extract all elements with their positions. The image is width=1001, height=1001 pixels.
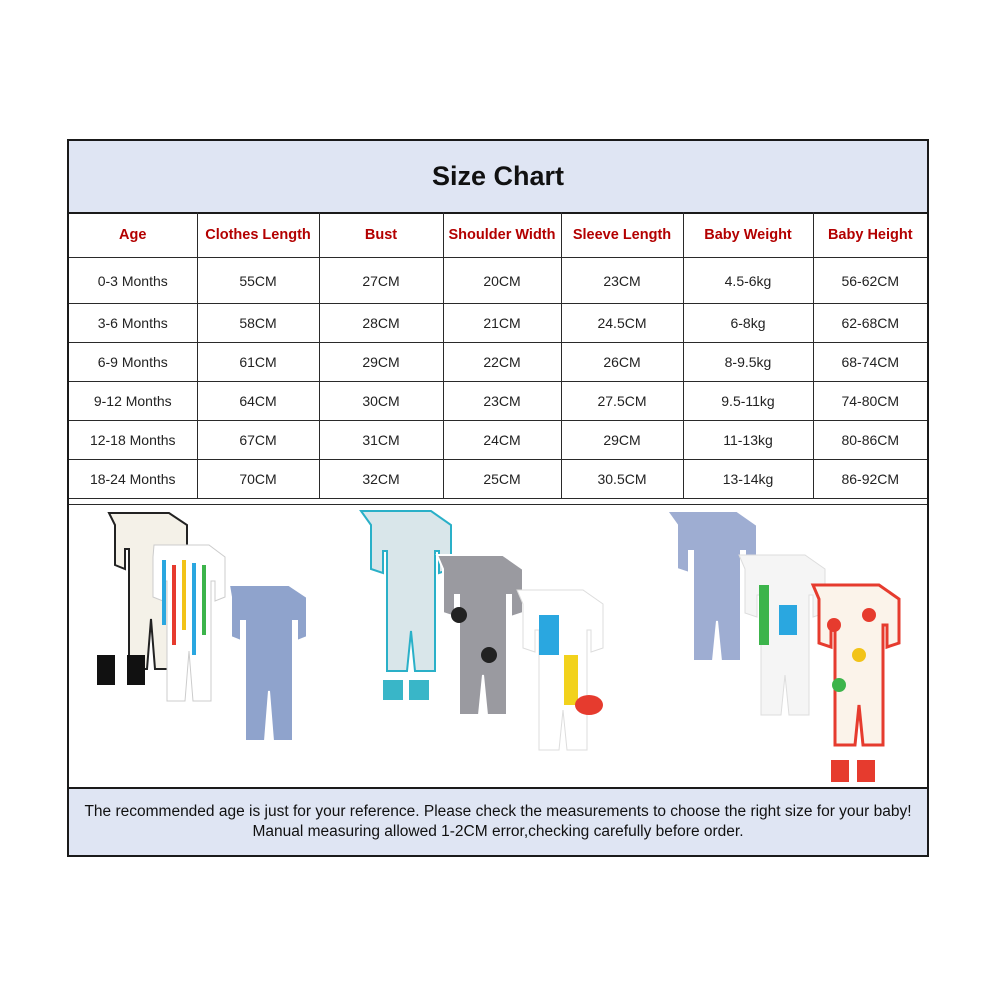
table-cell: 11-13kg: [683, 421, 813, 460]
table-cell: 32CM: [319, 460, 443, 499]
table-row: [69, 258, 927, 304]
header-sleeve-length: Sleeve Length: [561, 212, 683, 258]
sizing-note: [69, 789, 927, 855]
table-cell: 58CM: [197, 304, 319, 343]
table-row: [69, 343, 927, 382]
table-cell: 74-80CM: [813, 382, 927, 421]
sizing-note-line-2: Manual measuring allowed 1-2CM error,checking carefully before order.: [252, 823, 744, 840]
table-cell: 6-9 Months: [69, 343, 197, 382]
baby-romper-set-photo-icon: [69, 505, 927, 788]
table-cell: 64CM: [197, 382, 319, 421]
table-cell: 24CM: [443, 421, 561, 460]
header-bust: Bust: [319, 212, 443, 258]
header-shoulder-width: Shoulder Width: [443, 212, 561, 258]
header-baby-height: Baby Height: [813, 212, 927, 258]
table-cell: 68-74CM: [813, 343, 927, 382]
table-cell: 70CM: [197, 460, 319, 499]
table-cell: 56-62CM: [813, 258, 927, 304]
table-cell: 12-18 Months: [69, 421, 197, 460]
romper-product-photo: [69, 504, 927, 789]
table-cell: 55CM: [197, 258, 319, 304]
table-cell: 27CM: [319, 258, 443, 304]
table-cell: 3-6 Months: [69, 304, 197, 343]
header-clothes-length: Clothes Length: [197, 212, 319, 258]
table-cell: 61CM: [197, 343, 319, 382]
table-cell: 6-8kg: [683, 304, 813, 343]
header-baby-weight: Baby Weight: [683, 212, 813, 258]
table-cell: 20CM: [443, 258, 561, 304]
header-age: Age: [69, 212, 197, 258]
table-cell: 24.5CM: [561, 304, 683, 343]
table-row: [69, 460, 927, 499]
table-cell: 67CM: [197, 421, 319, 460]
table-cell: 23CM: [443, 382, 561, 421]
table-cell: 26CM: [561, 343, 683, 382]
romper-group-3: [667, 511, 899, 782]
table-cell: 62-68CM: [813, 304, 927, 343]
sizing-note-line-1: The recommended age is just for your reference. Please check the measurements to choose the right size for your baby!: [84, 803, 912, 820]
table-cell: 80-86CM: [813, 421, 927, 460]
table-row: [69, 382, 927, 421]
table-cell: 86-92CM: [813, 460, 927, 499]
table-cell: 9.5-11kg: [683, 382, 813, 421]
table-cell: 4.5-6kg: [683, 258, 813, 304]
table-cell: 22CM: [443, 343, 561, 382]
table-cell: 30.5CM: [561, 460, 683, 499]
table-cell: 0-3 Months: [69, 258, 197, 304]
table-cell: 29CM: [561, 421, 683, 460]
table-cell: 9-12 Months: [69, 382, 197, 421]
table-cell: 30CM: [319, 382, 443, 421]
romper-group-2: [361, 511, 603, 750]
table-cell: 8-9.5kg: [683, 343, 813, 382]
table-row: [69, 304, 927, 343]
table-header-row: [69, 212, 927, 258]
romper-group-1: [97, 513, 307, 772]
table-cell: 13-14kg: [683, 460, 813, 499]
table-cell: 28CM: [319, 304, 443, 343]
table-row: [69, 421, 927, 460]
table-cell: 31CM: [319, 421, 443, 460]
table-cell: 29CM: [319, 343, 443, 382]
table-cell: 25CM: [443, 460, 561, 499]
table-cell: 21CM: [443, 304, 561, 343]
table-cell: 23CM: [561, 258, 683, 304]
size-chart-card: [67, 139, 929, 857]
size-chart-title: Size Chart: [69, 141, 927, 214]
size-table: [69, 212, 927, 499]
table-cell: 18-24 Months: [69, 460, 197, 499]
table-cell: 27.5CM: [561, 382, 683, 421]
